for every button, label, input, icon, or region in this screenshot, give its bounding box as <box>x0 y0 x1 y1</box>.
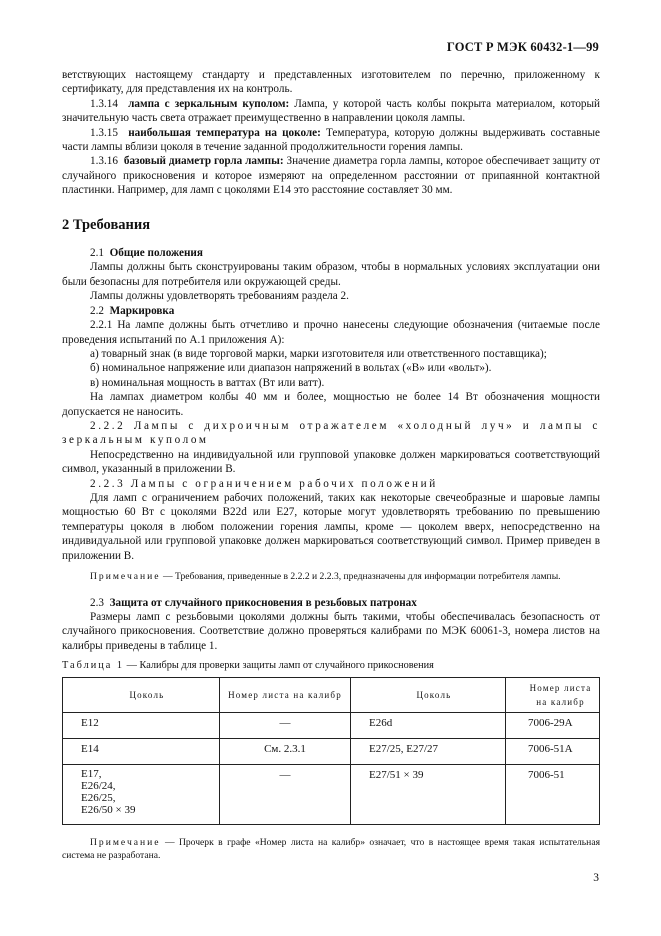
subsection-title: Маркировка <box>109 304 175 317</box>
definition-text: Температура, которую должны выдерживать составные части лампы вблизи цоколя в течение заданной продолжительности горения лампы. <box>62 126 600 154</box>
subsection-title: Защита от случайного прикосновения в резьбовых патронах <box>109 596 417 609</box>
column-header: Номер листа на калибр <box>220 677 351 713</box>
subsection-number: 2.2 <box>90 304 104 317</box>
page-number: 3 <box>593 872 599 884</box>
paragraph: На лампах диаметром колбы 40 мм и более, мощностью не более 14 Вт обозначения мощности допускается не наносить. <box>62 391 600 418</box>
table-cell: E12 <box>63 713 220 739</box>
intro-paragraph: ветствующих настоящему стандарту и представленных изготовителем по перечню, приложенному к сертификату, для представления их на контроль. <box>62 69 600 96</box>
subsection-2-2-heading <box>62 304 600 318</box>
definition-number: 1.3.16 <box>90 155 118 168</box>
table-cell: См. 2.3.1 <box>220 739 351 765</box>
paragraph: Лампы должны быть сконструированы таким образом, чтобы в нормальных условиях эксплуатации они были безопасны для потребителя или окружающей среды. <box>62 261 600 288</box>
note-2 <box>62 837 600 862</box>
subsection-title: Общие положения <box>109 247 203 260</box>
table-caption-text: — Калибры для проверки защиты ламп от случайного прикосновения <box>124 660 434 672</box>
paragraph: Непосредственно на индивидуальной или групповой упаковке должен маркироваться соответствующий символ, указанный в приложении В. <box>62 448 600 476</box>
table-row <box>63 713 600 739</box>
note-text: — Требования, приведенные в 2.2.2 и 2.2.3, предназначены для информации потребителя лампы. <box>160 571 561 582</box>
document-body <box>62 68 600 862</box>
column-header: Цоколь <box>63 677 220 713</box>
table-cell: E27/25, E27/27 <box>351 739 506 765</box>
definition-term: лампа с зеркальным куполом: <box>128 97 290 110</box>
gauge-table <box>62 677 600 826</box>
subsection-number: 2.3 <box>90 596 104 609</box>
paragraph: Лампы должны удовлетворять требованиям раздела 2. <box>90 290 349 303</box>
definition-term: базовый диаметр горла лампы: <box>123 155 284 168</box>
table-cell: E14 <box>63 739 220 765</box>
table-row <box>63 739 600 765</box>
page-header: ГОСТ Р МЭК 60432-1—99 <box>446 40 599 54</box>
paragraph-2-2-1: 2.2.1 На лампе должны быть отчетливо и прочно нанесены следующие обозначения (читаемые после проведения испытаний по А.1 приложения А): <box>62 319 600 346</box>
heading-2-2-2: 2.2.2 Лампы с дихроичным отражателем «холодный луч» и лампы с зеркальным куполом <box>62 419 600 447</box>
table-caption <box>62 659 600 673</box>
column-header: Номер листа на калибр <box>506 677 600 713</box>
definition-1-3-16 <box>62 154 600 197</box>
paragraph: Размеры ламп с резьбовыми цоколями должны быть такими, чтобы обеспечивалась безопасность от случайного прикосновения. Соответствие должно проверяться калибрами по МЭК 60061-3, номера листов на калибры приведены в таблице 1. <box>62 610 600 652</box>
note-label: Примечание <box>90 571 161 582</box>
table-header-row <box>63 677 600 713</box>
table-cell: E17, E26/24, E26/25, E26/50 × 39 <box>63 765 220 825</box>
definition-term: наибольшая температура на цоколе: <box>128 126 321 139</box>
subsection-number: 2.1 <box>90 247 104 260</box>
definition-text: Значение диаметра горла лампы, которое обеспечивает защиту от случайного прикосновения и которое измеряют на определенном расстоянии от припаянной контактной пластинки. Например, для ламп с цоколями E14 это расстояние составляет 30 мм. <box>62 155 600 197</box>
subsection-2-3-heading <box>62 596 600 610</box>
table-cell: — <box>220 713 351 739</box>
definition-text: Лампа, у которой часть колбы покрыта материалом, который значительную часть света отражает преимущественно в направлении цоколя лампы. <box>62 97 601 125</box>
list-item-b: б) номинальное напряжение или диапазон напряжений в вольтах («В» или «вольт»). <box>90 362 492 375</box>
table-caption-label: Таблица 1 <box>62 660 125 672</box>
heading-2-2-3: 2.2.3 Лампы с ограничением рабочих положений <box>90 477 438 490</box>
note-text: — Прочерк в графе «Номер листа на калибр» означает, что в настоящее время такая испытательная система не разработана. <box>62 837 600 861</box>
definition-1-3-15 <box>62 126 600 155</box>
table-row <box>63 765 600 825</box>
table-cell: 7006-29A <box>506 713 600 739</box>
list-item-a: а) товарный знак (в виде торговой марки, марки изготовителя или ответственного поставщика); <box>90 347 547 360</box>
column-header: Цоколь <box>351 677 506 713</box>
definition-1-3-14 <box>62 97 600 126</box>
table-cell: 7006-51A <box>506 739 600 765</box>
list-item-c: в) номинальная мощность в ваттах (Вт или ватт). <box>90 376 325 389</box>
subsection-2-1-heading <box>62 246 600 260</box>
note-1 <box>62 571 600 584</box>
section-title: 2 Требования <box>62 216 151 233</box>
table-cell: 7006-51 <box>506 765 600 825</box>
table-cell: E26d <box>351 713 506 739</box>
table-cell: — <box>220 765 351 825</box>
paragraph: Для ламп с ограничением рабочих положений, таких как некоторые свечеобразные и шаровые лампы мощностью 60 Вт с цоколями B22d или E27, которые могут удовлетворять требованию по превышению температуры цоколя в любом положении горения лампы, кроме — цоколем вверх, непосредственно на индивидуальной или групповой упаковке должен маркироваться соответствующий символ. Пример приведен в приложении В. <box>62 491 600 562</box>
note-label: Примечание <box>90 837 161 849</box>
table-cell: E27/51 × 39 <box>351 765 506 825</box>
definition-number: 1.3.15 <box>90 126 118 139</box>
definition-number: 1.3.14 <box>90 97 118 110</box>
